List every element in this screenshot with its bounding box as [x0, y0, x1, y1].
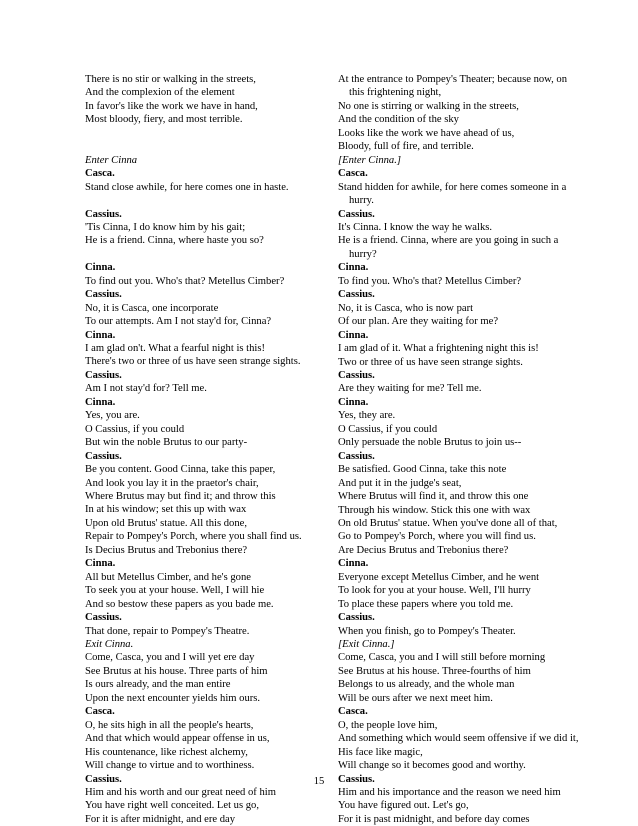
dialogue-line: Are Decius Brutus and Trebonius there? [338, 544, 509, 556]
page-number: 15 [313, 776, 325, 787]
spacer [85, 127, 320, 154]
dialogue-line: Where Brutus will find it, and throw this one [338, 491, 529, 503]
dialogue-line: O Cassius, if you could [85, 423, 185, 435]
speaker-name: Cassius. [85, 208, 122, 220]
dialogue-line: Looks like the work we have ahead of us, [338, 127, 515, 139]
dialogue-line: But win the noble Brutus to our party- [85, 437, 248, 449]
speaker-name: Cinna. [338, 329, 369, 341]
spacer [85, 194, 320, 207]
dialogue-line: Belongs to us already, and the whole man [338, 679, 515, 691]
speaker-name: Cassius. [338, 773, 375, 785]
dialogue-line: Come, Casca, you and I will still before morning [338, 652, 546, 664]
dialogue-line: Only persuade the noble Brutus to join us-- [338, 437, 522, 449]
dialogue-line: Through his window. Stick this one with wax [338, 504, 531, 516]
dialogue-line: Everyone except Metellus Cimber, and he went [338, 571, 540, 583]
speaker-name: Casca. [85, 706, 115, 718]
original-text-column [85, 73, 320, 826]
speaker-name: Cassius. [85, 612, 122, 624]
dialogue-line: O Cassius, if you could [338, 423, 438, 435]
dialogue-line: See Brutus at his house. Three-fourths of him [338, 665, 531, 677]
dialogue-line: Are they waiting for me? Tell me. [338, 383, 482, 395]
dialogue-line: At the entrance to Pompey's Theater; because now, on this frightening night, [338, 74, 568, 99]
dialogue-line: Be satisfied. Good Cinna, take this note [338, 464, 507, 476]
dialogue-line: Upon the next encounter yields him ours. [85, 692, 261, 704]
dialogue-line: To look for you at your house. Well, I'll hurry [338, 585, 531, 597]
dialogue-line: He is a friend. Cinna, where haste you so? [85, 235, 264, 247]
dialogue-line: And put it in the judge's seat, [338, 477, 462, 489]
spacer [85, 248, 320, 261]
dialogue-line: To seek you at your house. Well, I will hie [85, 585, 265, 597]
dialogue-line: To place these papers where you told me. [338, 598, 514, 610]
modern-translation-column [338, 73, 578, 826]
speaker-name: Casca. [85, 168, 115, 180]
dialogue-line: For it is after midnight, and ere day [85, 813, 236, 825]
speaker-name: Cassius. [338, 369, 375, 381]
speaker-name: Cassius. [85, 450, 122, 462]
dialogue-line: And look you lay it in the praetor's chair, [85, 477, 259, 489]
dialogue-line: And the condition of the sky [338, 114, 459, 126]
dialogue-line: In at his window; set this up with wax [85, 504, 247, 516]
dialogue-line: Will be ours after we next meet him. [338, 692, 493, 704]
stage-direction: Enter Cinna [85, 154, 138, 166]
speaker-name: Cassius. [85, 369, 122, 381]
dialogue-line: There is no stir or walking in the streets, [85, 74, 256, 85]
dialogue-line: No, it is Casca, one incorporate [85, 302, 219, 314]
speaker-name: Cinna. [85, 262, 116, 274]
speaker-name: Cassius. [338, 612, 375, 624]
speaker-name: Cinna. [338, 396, 369, 408]
dialogue-line: And so bestow these papers as you bade me. [85, 598, 274, 610]
dialogue-line: Come, Casca, you and I will yet ere day [85, 652, 255, 664]
dialogue-line: O, he sits high in all the people's hearts, [85, 719, 254, 731]
dialogue-line: You have figured out. Let's go, [338, 800, 469, 812]
dialogue-line: On old Brutus' statue. When you've done all of that, [338, 517, 558, 529]
dialogue-line: His face like magic, [338, 746, 423, 758]
dialogue-line: For it is past midnight, and before day comes [338, 813, 530, 825]
speaker-name: Cinna. [85, 329, 116, 341]
dialogue-line: To find out you. Who's that? Metellus Cimber? [85, 275, 285, 287]
dialogue-line: And the complexion of the element [85, 87, 235, 99]
dialogue-line: His countenance, like richest alchemy, [85, 746, 248, 758]
speaker-name: Casca. [338, 706, 368, 718]
speaker-name: Cassius. [338, 208, 375, 220]
dialogue-line: Go to Pompey's Porch, where you will find us. [338, 531, 536, 543]
dialogue-line: That done, repair to Pompey's Theatre. [85, 625, 250, 637]
dialogue-line: In favor's like the work we have in hand, [85, 100, 258, 112]
dialogue-line: 'Tis Cinna, I do know him by his gait; [85, 221, 246, 233]
stage-direction: Exit Cinna. [85, 638, 134, 650]
speaker-name: Cassius. [338, 450, 375, 462]
dialogue-line: Yes, you are. [85, 410, 140, 422]
speaker-name: Cinna. [85, 396, 116, 408]
dialogue-line: O, the people love him, [338, 719, 438, 731]
dialogue-line: Where Brutus may but find it; and throw this [85, 491, 276, 502]
dialogue-line: And that which would appear offense in us, [85, 733, 270, 745]
stage-direction: [Enter Cinna.] [338, 154, 401, 166]
dialogue-line: Am I not stay'd for? Tell me. [85, 383, 207, 395]
speaker-name: Cassius. [85, 289, 122, 301]
dialogue-line: I am glad of it. What a frightening night this is! [338, 343, 539, 355]
dialogue-line: No one is stirring or walking in the streets, [338, 100, 519, 112]
dialogue-line: Will change to virtue and to worthiness. [85, 760, 255, 772]
dialogue-line: There's two or three of us have seen strange sights. [85, 356, 301, 368]
speaker-name: Cinna. [338, 262, 369, 274]
speaker-name: Casca. [338, 168, 368, 180]
dialogue-line: It's Cinna. I know the way he walks. [338, 221, 493, 233]
dialogue-line: To find you. Who's that? Metellus Cimber? [338, 275, 522, 287]
dialogue-line: Stand close awhile, for here comes one in haste. [85, 181, 289, 193]
dialogue-line: No, it is Casca, who is now part [338, 302, 474, 314]
dialogue-line: All but Metellus Cimber, and he's gone [85, 571, 251, 583]
dialogue-line: When you finish, go to Pompey's Theater. [338, 625, 516, 637]
dialogue-line: Upon old Brutus' statue. All this done, [85, 517, 247, 529]
dialogue-line: I am glad on't. What a fearful night is this! [85, 343, 265, 355]
dialogue-line: And something which would seem offensive if we did it, [338, 733, 579, 745]
dialogue-line: To our attempts. Am I not stay'd for, Cinna? [85, 316, 272, 328]
dialogue-line: Two or three of us have seen strange sights. [338, 356, 523, 368]
dialogue-line: Him and his worth and our great need of him [85, 786, 276, 798]
dialogue-line: Repair to Pompey's Porch, where you shall find us. [85, 531, 302, 543]
dialogue-line: He is a friend. Cinna, where are you going in such a hurry? [338, 235, 559, 260]
dialogue-line: Bloody, full of fire, and terrible. [338, 141, 474, 153]
dialogue-line: Yes, they are. [338, 410, 396, 422]
dialogue-line: Is ours already, and the man entire [85, 679, 231, 691]
dialogue-line: Him and his importance and the reason we need him [338, 787, 561, 799]
dialogue-line: Of our plan. Are they waiting for me? [338, 316, 499, 328]
speaker-name: Cassius. [85, 773, 122, 785]
speaker-name: Cinna. [85, 558, 116, 570]
dialogue-line: See Brutus at his house. Three parts of him [85, 665, 268, 677]
speaker-name: Cassius. [338, 289, 375, 301]
dialogue-line: Will change so it becomes good and worthy. [338, 760, 526, 772]
dialogue-line: Be you content. Good Cinna, take this paper, [85, 464, 276, 476]
stage-direction: [Exit Cinna.] [338, 639, 395, 651]
dialogue-line: You have right well conceited. Let us go, [85, 800, 259, 812]
dialogue-line: Is Decius Brutus and Trebonius there? [85, 544, 248, 556]
dialogue-line: Most bloody, fiery, and most terrible. [85, 114, 243, 126]
dialogue-line: Stand hidden for awhile, for here comes someone in a hurry. [338, 181, 567, 207]
speaker-name: Cinna. [338, 558, 369, 570]
